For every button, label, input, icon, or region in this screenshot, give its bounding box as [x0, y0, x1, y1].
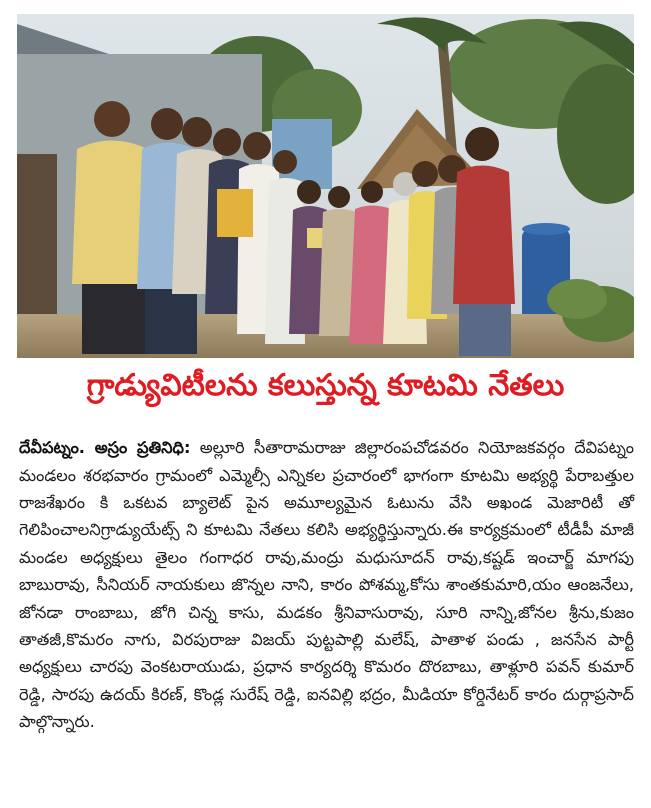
- news-photo: [17, 14, 634, 358]
- group-photo-illustration: [17, 14, 634, 358]
- article-body: [19, 434, 634, 735]
- article-text: అల్లూరి సీతారామరాజు జిల్లారంపచోడవరం నియోజకవర్గం దేవిపట్నం మండలం శరభవారం గ్రామంలో ఎమ్మెల్సీ ఎన్నికల ప్రచారంలో భాగంగా కూటమి అభ్యర్థి పేరాబత్తుల రాజశేఖరం కి ఒకటవ బ్యాలెట్ పైన అమూల్యమైన ఓటును వేసి అఖండ మెజారిటీ తో గెలిపించాలనిగ్రాడ్యుయేట్స్ ని కూటమి నేతలు కలిసి అభ్యర్థిస్తున్నారు.ఈ కార్యక్రమంలో టీడీపీ మాజీ మండల అధ్యక్షులు తైలం గంగాధర రావు,మంద్రు మధుసూదన్ రావు,కష్టడ్ ఇంచార్జ్ మాగపు బాబురావు, సీనియర్ నాయకులు జొన్నల నాని, కారం పోశమ్మ,కోసు శాంతకుమారి,యం ఆంజనేలు, జోనడా రాంబాబు, జోగి చిన్న కాసు, మడకం శ్రీనివాసురావు, సూరి నాన్ని,జోనల శ్రీను,కుజం తాతజీ,కొమరం నాగు, విరపురాజు విజయ్ పుట్టపాల్లి మలేష్, పాతాళ పండు , జనసేన పార్టీ అధ్యక్షులు చారపు వెంకటరాయుడు, ప్రధాన కార్యదర్శి కొమరం దొరబాబు, తాళ్లూరి పవన్ కుమార్ రెడ్డి, సారపు ఉదయ్ కిరణ్, కొండ్ల సురేష్ రెడ్డి, ఐనవిల్లి భద్రం, మీడియా కోర్డినేటర్ కారం దుర్గాప్రసాద్ పాల్గొన్నారు.: [19, 438, 634, 732]
- dateline: దేవీపట్నం. అస్రం ప్రతినిధి:: [19, 438, 191, 458]
- headline: గ్రాడ్యువిటీలను కలుస్తున్న కూటమి నేతలు: [86, 368, 565, 403]
